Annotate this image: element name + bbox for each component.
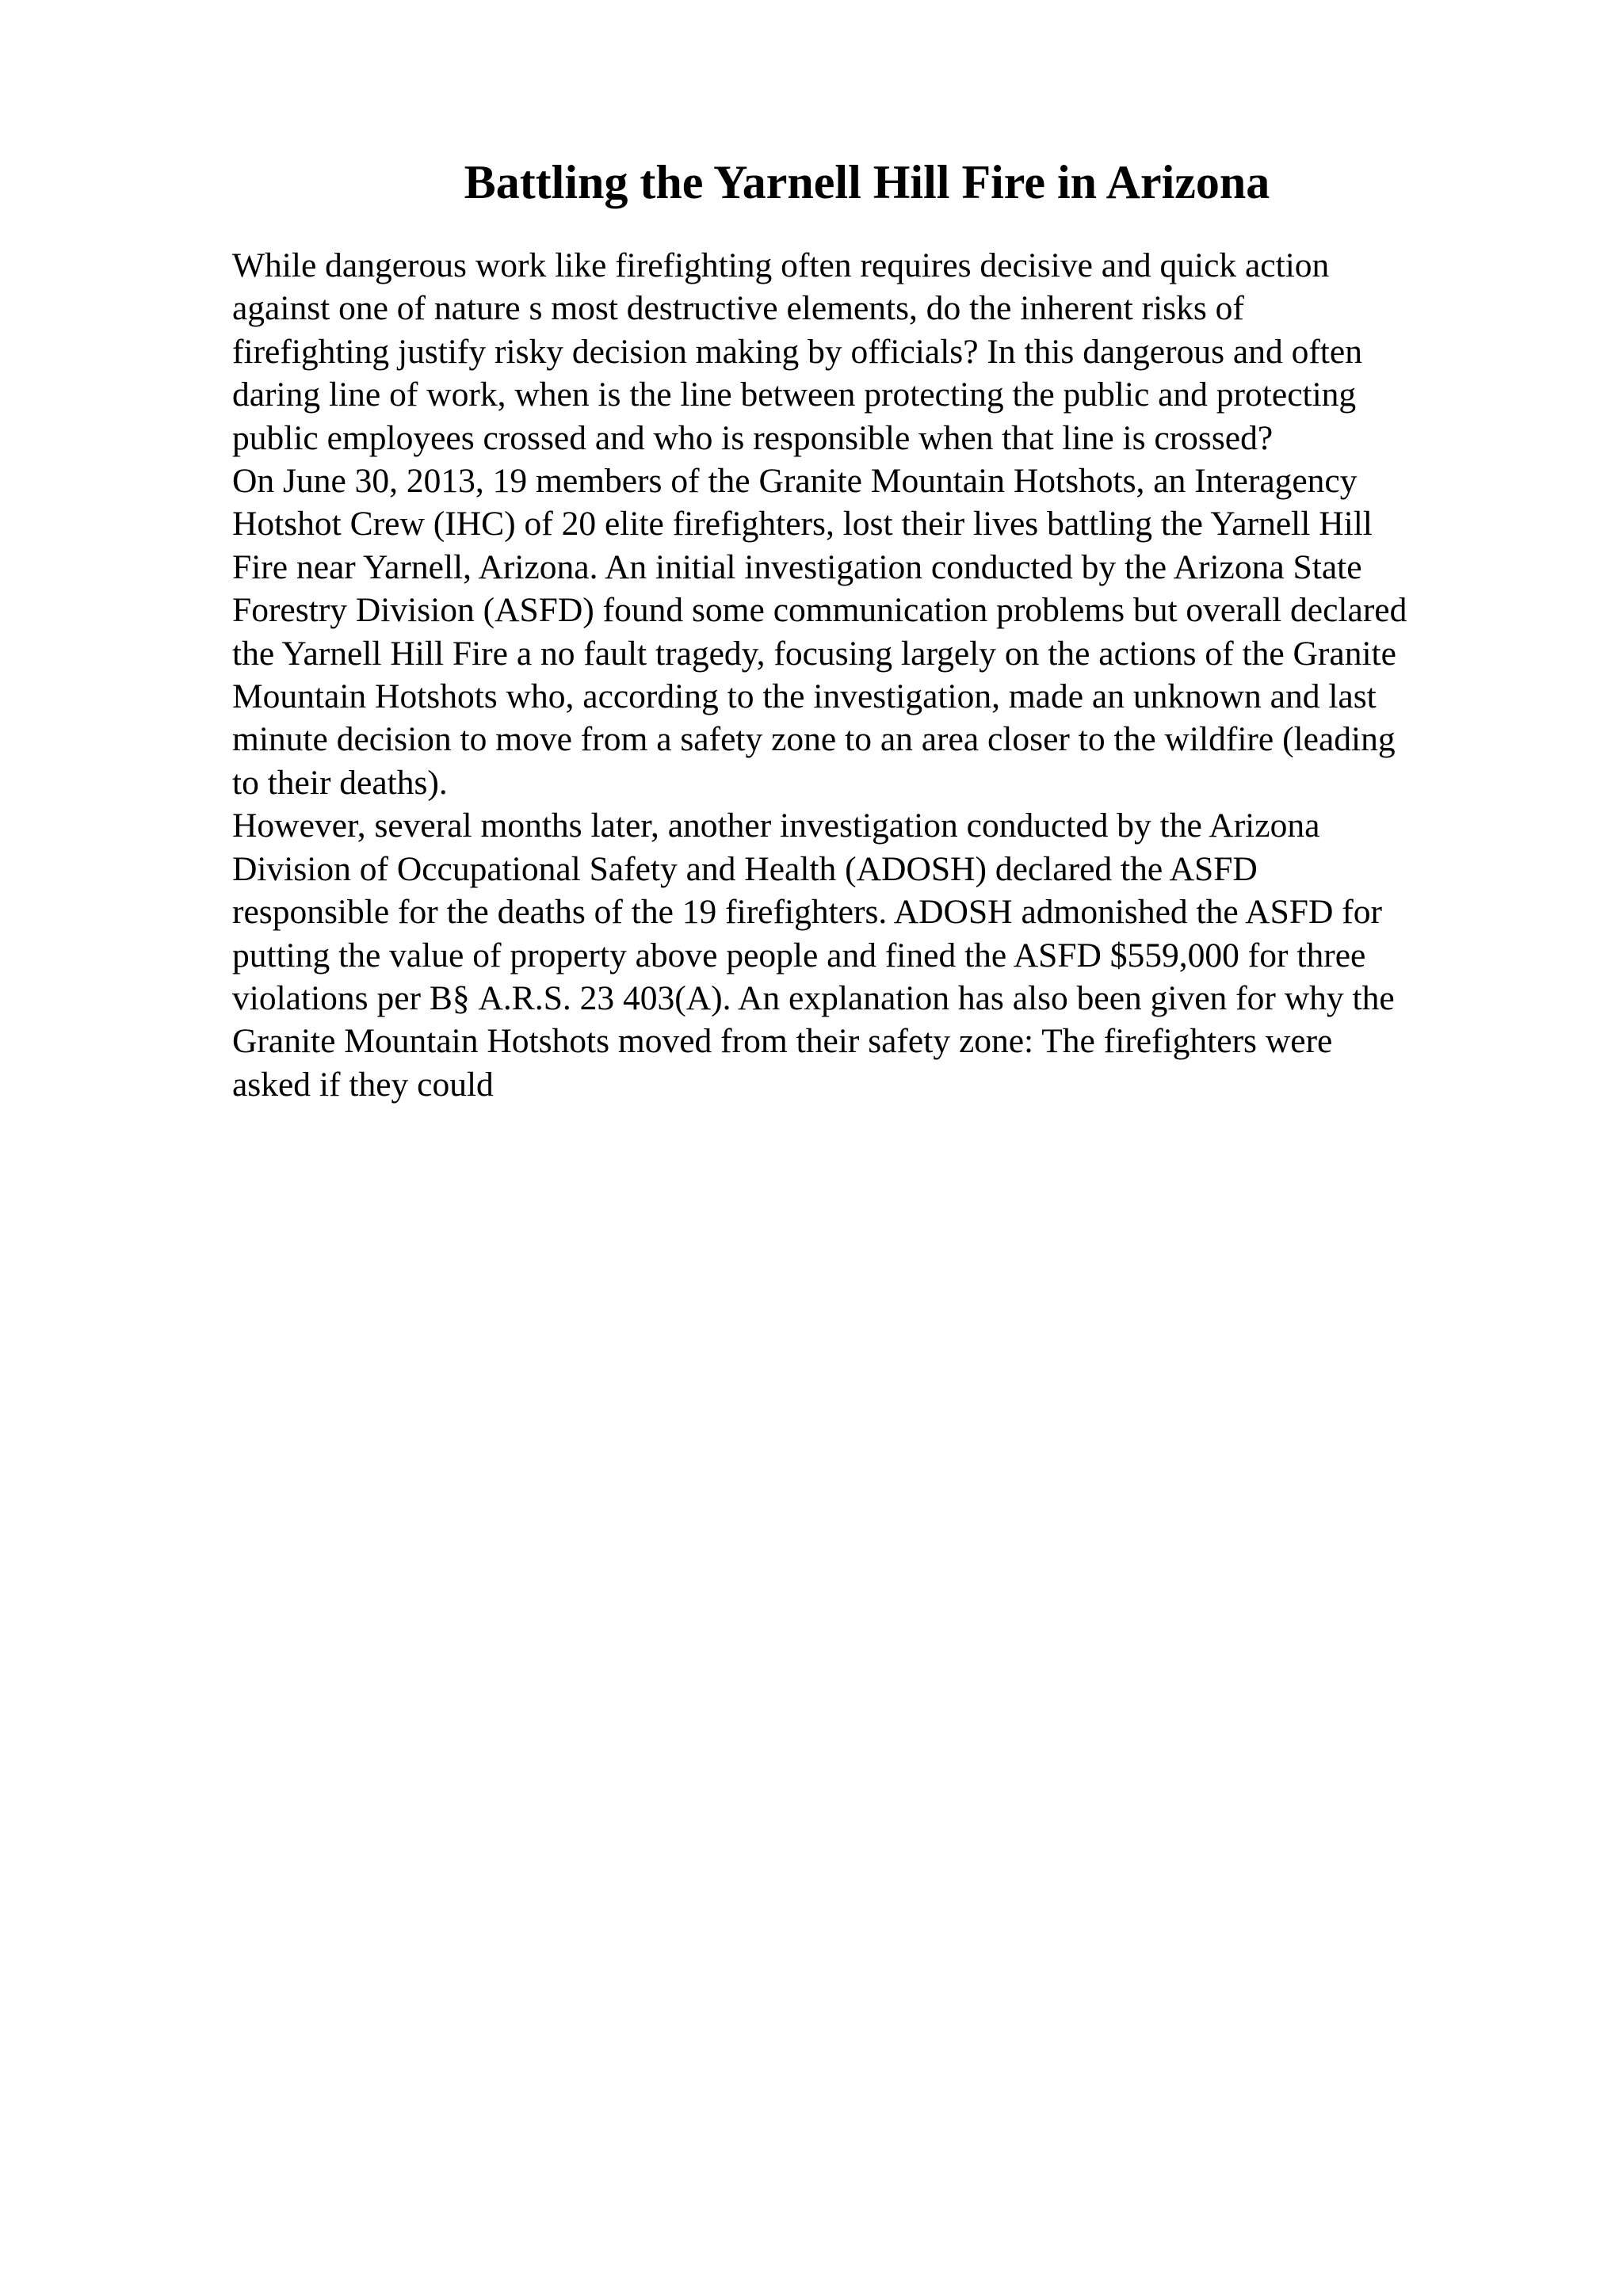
body-line: putting the value of property above people and fined the ASFD $559,000 for three: [232, 936, 1366, 974]
body-line: public employees crossed and who is responsible when that line is crossed?: [232, 418, 1274, 457]
body-line: Granite Mountain Hotshots moved from their safety zone: The firefighters were: [232, 1022, 1333, 1061]
body-line: asked if they could: [232, 1065, 494, 1104]
body-line: firefighting justify risky decision making by officials? In this dangerous and often: [232, 332, 1362, 371]
body-line: the Yarnell Hill Fire a no fault tragedy, focusing largely on the actions of the Granite: [232, 634, 1396, 673]
body-line: Mountain Hotshots who, according to the investigation, made an unknown and last: [232, 677, 1377, 716]
body-line: responsible for the deaths of the 19 firefighters. ADOSH admonished the ASFD for: [232, 893, 1382, 932]
document-title: Battling the Yarnell Hill Fire in Arizona: [464, 156, 1270, 208]
body-line: Division of Occupational Safety and Health (ADOSH) declared the ASFD: [232, 849, 1258, 888]
body-line: Hotshot Crew (IHC) of 20 elite firefighters, lost their lives battling the Yarnell Hill: [232, 505, 1373, 543]
body-line: violations per В§ A.R.S. 23 403(A). An explanation has also been given for why the: [232, 978, 1395, 1017]
body-line: Fire near Yarnell, Arizona. An initial investigation conducted by the Arizona State: [232, 547, 1362, 586]
body-line: to their deaths).: [232, 763, 448, 802]
body-line: Forestry Division (ASFD) found some communication problems but overall declared: [232, 591, 1407, 630]
body-line: daring line of work, when is the line between protecting the public and protecting: [232, 376, 1357, 414]
body-line: minute decision to move from a safety zone to an area closer to the wildfire (leading: [232, 720, 1396, 759]
document-body: [232, 244, 1508, 1106]
body-line: against one of nature s most destructive elements, do the inherent risks of: [232, 289, 1244, 328]
body-line: On June 30, 2013, 19 members of the Granite Mountain Hotshots, an Interagency: [232, 462, 1358, 501]
body-line: While dangerous work like firefighting often requires decisive and quick action: [232, 246, 1330, 284]
body-line: However, several months later, another investigation conducted by the Arizona: [232, 807, 1320, 845]
